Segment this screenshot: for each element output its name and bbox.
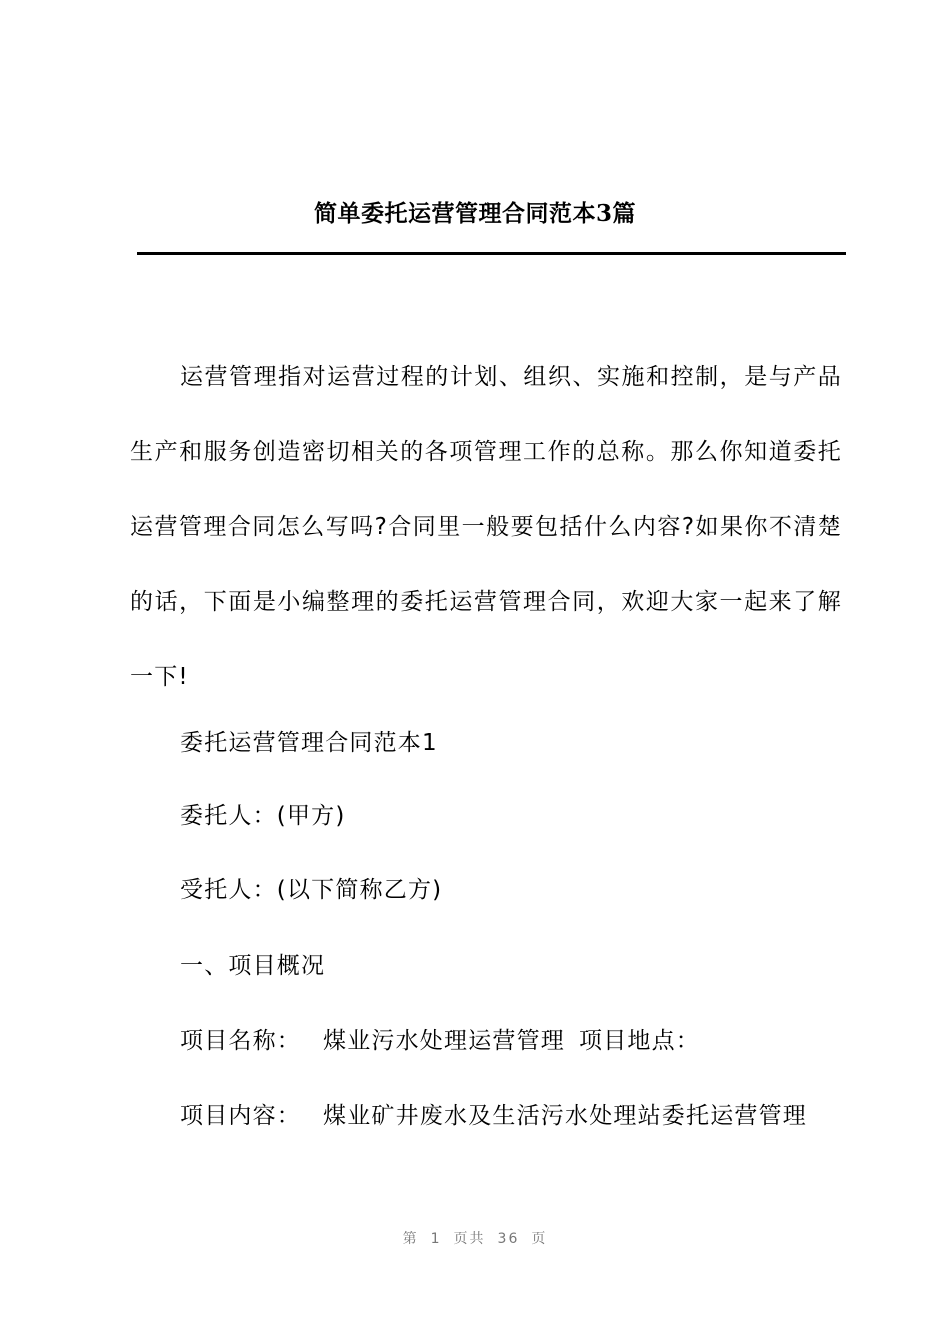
section-heading: 委托运营管理合同范本1 — [180, 730, 438, 756]
project-content-line — [180, 1098, 807, 1134]
footer-prefix: 第 — [402, 1231, 419, 1247]
page-footer — [0, 1228, 950, 1248]
page-title: 简单委托运营管理合同范本3篇 — [313, 200, 636, 227]
overview-heading: 一、项目概况 — [180, 953, 326, 979]
project-name-label: 项目名称： — [180, 1028, 301, 1054]
project-content-label: 项目内容： — [180, 1103, 301, 1129]
project-name-line — [180, 1023, 700, 1059]
client-line: 委托人：(甲方) — [180, 803, 346, 829]
intro-paragraph: 运营管理指对运营过程的计划、组织、实施和控制，是与产品生产和服务创造密切相关的各项管理工作的总称。那么你知道委托运营管理合同怎么写吗?合同里一般要包括什么内容?如果你不清楚的话，下面是小编整理的委托运营管理合同，欢迎大家一起来了解一下! — [130, 364, 842, 690]
project-name-value: 煤业污水处理运营管理 — [323, 1028, 565, 1054]
footer-total-pages: 36 — [497, 1231, 520, 1247]
project-content-value: 煤业矿井废水及生活污水处理站委托运营管理 — [323, 1103, 807, 1129]
footer-mid: 页共 — [453, 1231, 486, 1247]
title-divider — [137, 252, 846, 255]
trustee-line: 受托人：(以下简称乙方) — [180, 877, 443, 903]
footer-page-number: 1 — [430, 1231, 442, 1247]
project-location-label: 项目地点： — [579, 1028, 700, 1054]
footer-suffix: 页 — [531, 1231, 548, 1247]
